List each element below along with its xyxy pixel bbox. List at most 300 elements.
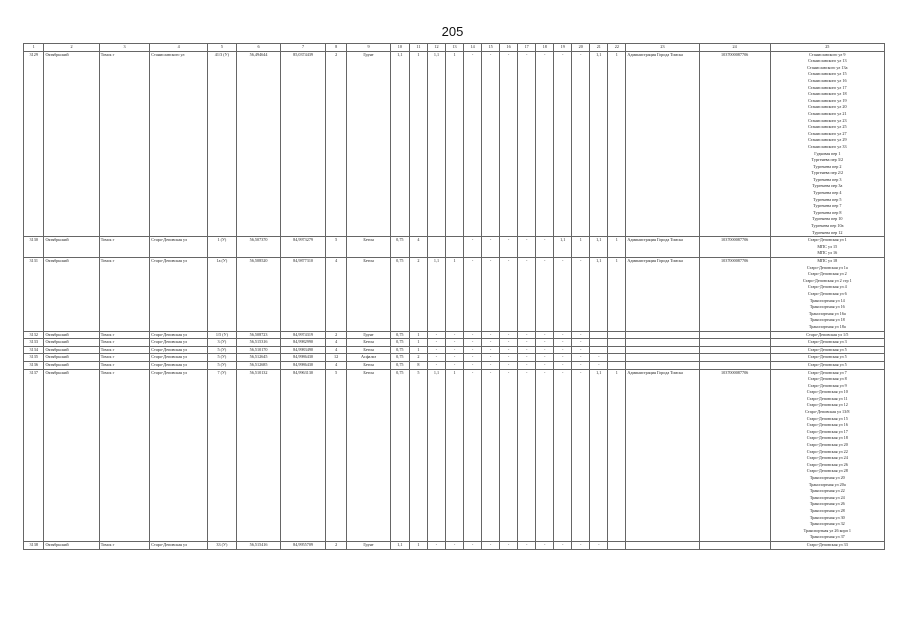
table-row: [24, 258, 885, 332]
table-cell: [699, 541, 770, 549]
address-item: Станиславского ул 16: [808, 77, 847, 83]
table-cell: -: [536, 331, 554, 339]
table-cell: -: [554, 331, 572, 339]
table-cell: -: [554, 346, 572, 354]
address-item: Станиславского ул 23: [808, 117, 847, 123]
table-cell: -: [572, 541, 590, 549]
table-cell: -: [590, 541, 608, 549]
table-cell: 8: [409, 361, 427, 369]
address-item: Старо-Деповская ул 8: [807, 376, 847, 382]
table-cell: 12: [325, 354, 347, 362]
table-cell: -: [464, 258, 482, 332]
table-cell: -: [518, 541, 536, 549]
table-cell: -: [518, 369, 536, 541]
table-cell: 1: [446, 258, 464, 332]
table-cell: 41/3 (У): [207, 51, 236, 237]
table-cell: 5 (У): [207, 361, 236, 369]
table-cell: Томск г: [99, 361, 150, 369]
address-item: Старо-Деповская ул 4: [807, 284, 847, 290]
table-cell: -: [590, 354, 608, 362]
header-cell: 4: [150, 44, 208, 52]
address-item: МПС ул 15: [817, 243, 838, 249]
address-item: Станиславского ул 29: [808, 137, 847, 143]
table-cell: 2: [409, 258, 427, 332]
table-cell: 5: [409, 369, 427, 541]
address-item: МПС ул 16: [817, 250, 838, 256]
table-cell: 2: [325, 331, 347, 339]
header-cell: 16: [500, 44, 518, 52]
table-cell: 3132: [24, 331, 44, 339]
header-cell: 23: [626, 44, 699, 52]
table-cell: 1037000087706: [699, 237, 770, 258]
header-cell: 9: [347, 44, 390, 52]
table-cell: [626, 361, 699, 369]
table-cell: -: [572, 51, 590, 237]
table-cell: -: [554, 258, 572, 332]
table-row: [24, 51, 885, 237]
table-cell: 0,75: [390, 331, 409, 339]
table-cell: 3133: [24, 339, 44, 347]
table-cell: 1: [409, 331, 427, 339]
address-item: Станиславского ул 13а: [807, 64, 848, 70]
table-cell: -: [572, 354, 590, 362]
address-item: Старо-Деповская ул 2: [807, 271, 847, 277]
address-item: Станиславского ул 25: [808, 124, 847, 130]
table-cell: Старо-Деповская ул: [150, 346, 208, 354]
table-cell: -: [446, 541, 464, 549]
address-item: Транспортная ул 32: [809, 521, 845, 527]
table-cell: 0,75: [390, 339, 409, 347]
table-cell: -: [536, 51, 554, 237]
table-cell: -: [536, 361, 554, 369]
table-row: [24, 541, 885, 549]
table-cell: 3135: [24, 354, 44, 362]
address-item: Транспортная ул 24: [809, 494, 845, 500]
table-cell: 84,9986430: [281, 361, 325, 369]
table-cell: Октябрьский: [44, 541, 99, 549]
address-item: Тургенева пер 4: [813, 190, 842, 196]
table-cell: Октябрьский: [44, 369, 99, 541]
table-cell: Бетон: [347, 237, 390, 258]
table-cell: 84,9986430: [281, 354, 325, 362]
table-cell: -: [518, 331, 536, 339]
address-item: Тургенева пер 7: [813, 203, 842, 209]
address-item: Старо-Деповская ул 13/8: [805, 409, 850, 415]
table-cell: Томск г: [99, 541, 150, 549]
table-cell: -: [572, 369, 590, 541]
table-cell: 3134: [24, 346, 44, 354]
table-cell: 1037000087706: [699, 258, 770, 332]
table-cell: -: [572, 258, 590, 332]
table-cell: -: [554, 354, 572, 362]
table-cell: [446, 237, 464, 258]
table-cell: [626, 354, 699, 362]
table-cell: -: [482, 237, 500, 258]
address-item: Транспортная ул 28: [809, 507, 845, 513]
table-cell: 1,1: [590, 258, 608, 332]
address-item: Транспортная ул 30: [809, 514, 845, 520]
table-cell: -: [482, 51, 500, 237]
address-item: Тургенева пер 10: [812, 216, 843, 222]
table-cell: -: [500, 258, 518, 332]
table-cell: 4: [325, 258, 347, 332]
table-cell: Октябрьский: [44, 339, 99, 347]
table-cell: 3131: [24, 258, 44, 332]
table-cell: 84,9973279: [281, 237, 325, 258]
table-cell: 33 (У): [207, 541, 236, 549]
table-cell: Бетон: [347, 346, 390, 354]
table-cell: Октябрьский: [44, 331, 99, 339]
table-cell: -: [536, 339, 554, 347]
table-cell: -: [590, 361, 608, 369]
address-item: Тургенева пер 12: [812, 229, 843, 235]
table-cell: -: [427, 331, 445, 339]
table-cell: [699, 346, 770, 354]
header-cell: 19: [554, 44, 572, 52]
address-item: Транспортная ул 26 корп 1: [803, 527, 851, 533]
table-cell: 1: [409, 541, 427, 549]
registry-table: [23, 43, 885, 550]
address-item: Транспортная ул 18: [809, 317, 845, 323]
address-item: Транспортная ул 16: [809, 304, 845, 310]
table-cell: 1: [608, 237, 626, 258]
table-cell: -: [500, 369, 518, 541]
table-cell: [699, 361, 770, 369]
address-item: Старо-Деповская ул 15: [806, 415, 848, 421]
address-item: Станиславского ул 15: [808, 71, 847, 77]
header-cell: 20: [572, 44, 590, 52]
table-cell: Томск г: [99, 258, 150, 332]
table-cell: [608, 361, 626, 369]
table-cell: Томск г: [99, 339, 150, 347]
table-cell: 1037000087706: [699, 369, 770, 541]
address-item: Старо-Деповская ул 1а: [806, 264, 848, 270]
address-list-cell: [770, 258, 884, 332]
table-cell: Станиславского ул: [150, 51, 208, 237]
table-cell: Томск г: [99, 346, 150, 354]
table-cell: 56,508723: [236, 331, 280, 339]
table-cell: [590, 339, 608, 347]
address-item: Станиславского ул 19: [808, 97, 847, 103]
address-item: Старо-Деповская ул 5: [807, 346, 847, 352]
table-cell: 1,1: [590, 51, 608, 237]
table-cell: 56,515316: [236, 339, 280, 347]
table-cell: 1037000087706: [699, 51, 770, 237]
address-item: Старо-Деповская ул 18: [806, 435, 848, 441]
table-cell: -: [518, 339, 536, 347]
address-item: Транспортная ул 16а: [808, 310, 846, 316]
address-item: Станиславского ул 13: [808, 58, 847, 64]
table-cell: Октябрьский: [44, 346, 99, 354]
table-cell: Старо-Деповская ул: [150, 354, 208, 362]
header-cell: 15: [482, 44, 500, 52]
header-cell: 21: [590, 44, 608, 52]
table-cell: -: [482, 346, 500, 354]
table-cell: -: [536, 354, 554, 362]
table-cell: Бетон: [347, 258, 390, 332]
address-item: Тургенева пер 5: [813, 196, 842, 202]
address-item: Старо-Деповская ул 5: [807, 354, 847, 360]
table-cell: 1/5 (У): [207, 331, 236, 339]
table-cell: 56,494644: [236, 51, 280, 237]
address-item: Старо-Деповская ул 10: [806, 389, 848, 395]
header-cell: 14: [464, 44, 482, 52]
address-item: Старо-Деповская ул 6: [807, 290, 847, 296]
address-item: Старо-Деповская ул 28: [806, 468, 848, 474]
table-cell: 1,1: [390, 51, 409, 237]
table-cell: [626, 541, 699, 549]
address-item: Станиславского ул 33: [808, 143, 847, 149]
table-cell: -: [500, 541, 518, 549]
address-item: Тургенева пер 3а: [812, 183, 843, 189]
table-cell: Октябрьский: [44, 361, 99, 369]
table-cell: Томск г: [99, 237, 150, 258]
header-cell: 3: [99, 44, 150, 52]
table-cell: -: [518, 258, 536, 332]
table-cell: 1,1: [590, 369, 608, 541]
table-cell: 3130: [24, 237, 44, 258]
table-cell: -: [464, 354, 482, 362]
table-cell: -: [464, 541, 482, 549]
table-cell: -: [500, 237, 518, 258]
table-cell: Томск г: [99, 369, 150, 541]
table-cell: -: [554, 51, 572, 237]
address-list-cell: [770, 361, 884, 369]
table-cell: -: [464, 237, 482, 258]
table-cell: 2: [409, 354, 427, 362]
table-cell: -: [482, 541, 500, 549]
table-cell: Администрация Города Томска: [626, 369, 699, 541]
table-cell: [608, 339, 626, 347]
table-cell: -: [572, 331, 590, 339]
table-cell: -: [518, 346, 536, 354]
table-cell: Октябрьский: [44, 354, 99, 362]
address-item: Тургенева пер 8: [813, 209, 842, 215]
header-cell: 10: [390, 44, 409, 52]
table-cell: -: [500, 361, 518, 369]
table-cell: -: [446, 354, 464, 362]
address-item: МПС ул 18: [817, 258, 838, 263]
table-cell: 1а (У): [207, 258, 236, 332]
header-cell: 1: [24, 44, 44, 52]
table-cell: 1,1: [427, 369, 445, 541]
address-item: Старо-Деповская ул 9: [807, 382, 847, 388]
address-item: Транспортная ул 22: [809, 488, 845, 494]
table-cell: -: [536, 237, 554, 258]
table-cell: 56,512645: [236, 354, 280, 362]
table-cell: 3136: [24, 361, 44, 369]
table-cell: 1: [608, 369, 626, 541]
address-item: Старо-Деповская ул 11: [806, 395, 848, 401]
address-item: Станиславского ул 18: [808, 91, 847, 97]
table-cell: [699, 339, 770, 347]
table-cell: -: [446, 331, 464, 339]
header-cell: 12: [427, 44, 445, 52]
table-cell: 4: [325, 361, 347, 369]
table-cell: 4: [325, 339, 347, 347]
address-item: Транспортная ул 20: [809, 475, 845, 480]
address-item: Тургенева пер 3: [813, 176, 842, 182]
table-cell: Бетон: [347, 369, 390, 541]
address-item: Старо-Деповская ул 16: [806, 422, 848, 428]
table-cell: -: [482, 339, 500, 347]
table-cell: 1 (У): [207, 237, 236, 258]
address-list-cell: [770, 331, 884, 339]
header-cell: 18: [536, 44, 554, 52]
table-cell: Томск г: [99, 331, 150, 339]
address-item: Старо-Деповская ул 24: [806, 455, 848, 461]
table-cell: 5 (У): [207, 354, 236, 362]
table-cell: Грунт: [347, 331, 390, 339]
address-list-cell: [770, 339, 884, 347]
table-cell: 1: [409, 51, 427, 237]
table-cell: -: [482, 354, 500, 362]
header-cell: 25: [770, 44, 884, 52]
table-cell: -: [464, 346, 482, 354]
table-cell: [626, 346, 699, 354]
table-cell: -: [518, 354, 536, 362]
address-item: Транспортная ул 20а: [808, 481, 846, 487]
table-cell: -: [518, 361, 536, 369]
table-cell: -: [500, 354, 518, 362]
table-cell: 1: [608, 258, 626, 332]
table-cell: 2: [325, 541, 347, 549]
address-item: Транспортная ул 14: [809, 297, 845, 303]
header-cell: 22: [608, 44, 626, 52]
table-cell: -: [554, 361, 572, 369]
table-cell: 56,507370: [236, 237, 280, 258]
table-cell: 84,9983490: [281, 346, 325, 354]
table-cell: -: [518, 237, 536, 258]
address-list-cell: [770, 237, 884, 258]
table-cell: 84,9982990: [281, 339, 325, 347]
table-row: [24, 354, 885, 362]
address-item: Транспортная ул 26: [809, 501, 845, 507]
table-cell: Старо-Деповская ул: [150, 237, 208, 258]
table-cell: 1,1: [427, 258, 445, 332]
table-cell: 56,510132: [236, 369, 280, 541]
table-cell: 3 (У): [207, 339, 236, 347]
table-cell: Асфальт: [347, 354, 390, 362]
table-cell: 0,75: [390, 346, 409, 354]
table-cell: -: [464, 331, 482, 339]
table-cell: -: [427, 346, 445, 354]
table-cell: -: [427, 354, 445, 362]
table-cell: Октябрьский: [44, 51, 99, 237]
table-cell: Октябрьский: [44, 258, 99, 332]
table-cell: 56,510170: [236, 346, 280, 354]
table-cell: Старо-Деповская ул: [150, 258, 208, 332]
table-cell: -: [482, 331, 500, 339]
table-cell: Грунт: [347, 541, 390, 549]
table-cell: -: [518, 51, 536, 237]
table-cell: -: [536, 369, 554, 541]
header-cell: 13: [446, 44, 464, 52]
table-cell: -: [464, 369, 482, 541]
table-cell: [699, 354, 770, 362]
table-cell: 0,75: [390, 354, 409, 362]
table-cell: [699, 331, 770, 339]
table-cell: Томск г: [99, 354, 150, 362]
table-cell: 1: [409, 346, 427, 354]
header-cell: 17: [518, 44, 536, 52]
address-list-cell: [770, 354, 884, 362]
table-cell: 1,1: [554, 237, 572, 258]
table-row: [24, 369, 885, 541]
table-cell: [608, 331, 626, 339]
table-cell: 1,1: [427, 51, 445, 237]
table-cell: 0,75: [390, 237, 409, 258]
table-cell: 3129: [24, 51, 44, 237]
table-cell: Бетон: [347, 361, 390, 369]
table-row: [24, 361, 885, 369]
table-cell: Грунт: [347, 51, 390, 237]
table-cell: -: [446, 361, 464, 369]
table-cell: -: [500, 331, 518, 339]
table-cell: 5: [325, 237, 347, 258]
address-item: Станиславского ул 27: [808, 130, 847, 136]
table-cell: -: [554, 369, 572, 541]
table-row: [24, 339, 885, 347]
table-cell: 7 (У): [207, 369, 236, 541]
header-cell: 8: [325, 44, 347, 52]
table-cell: 1: [446, 51, 464, 237]
table-cell: -: [427, 361, 445, 369]
table-cell: -: [536, 258, 554, 332]
table-cell: Старо-Деповская ул: [150, 331, 208, 339]
address-item: Станиславского ул 9: [809, 51, 846, 57]
table-cell: 0,75: [390, 361, 409, 369]
table-cell: 5 (У): [207, 346, 236, 354]
table-cell: -: [536, 541, 554, 549]
header-cell: 7: [281, 44, 325, 52]
address-item: Старо-Деповская ул 17: [806, 428, 848, 434]
table-cell: -: [500, 339, 518, 347]
address-item: Старо-Деповская ул 1: [807, 237, 847, 243]
table-cell: 2: [325, 51, 347, 237]
address-item: Станиславского ул 20: [808, 104, 847, 110]
address-item: Гудковая пер 1: [814, 150, 841, 156]
table-cell: 0,75: [390, 258, 409, 332]
table-cell: 56,515416: [236, 541, 280, 549]
table-cell: Старо-Деповская ул: [150, 361, 208, 369]
address-item: Транспортная ул 37: [809, 534, 845, 540]
table-cell: 0,75: [390, 369, 409, 541]
address-list-cell: [770, 346, 884, 354]
table-cell: Администрация Города Томска: [626, 237, 699, 258]
table-cell: [427, 237, 445, 258]
table-cell: -: [572, 361, 590, 369]
table-cell: 1,1: [390, 541, 409, 549]
table-cell: [626, 331, 699, 339]
table-cell: 3137: [24, 369, 44, 541]
table-cell: [608, 346, 626, 354]
header-cell: 11: [409, 44, 427, 52]
table-cell: [608, 541, 626, 549]
header-row: [24, 44, 885, 52]
table-cell: 84,9955709: [281, 541, 325, 549]
address-item: Старо-Деповская ул 12: [806, 402, 848, 408]
table-cell: [590, 331, 608, 339]
address-list-cell: [770, 369, 884, 541]
table-cell: -: [464, 339, 482, 347]
table-cell: -: [464, 361, 482, 369]
header-cell: 5: [207, 44, 236, 52]
table-cell: -: [446, 346, 464, 354]
address-item: Тургенева пер 3/2: [811, 157, 844, 163]
table-cell: -: [482, 361, 500, 369]
table-cell: 1: [446, 369, 464, 541]
